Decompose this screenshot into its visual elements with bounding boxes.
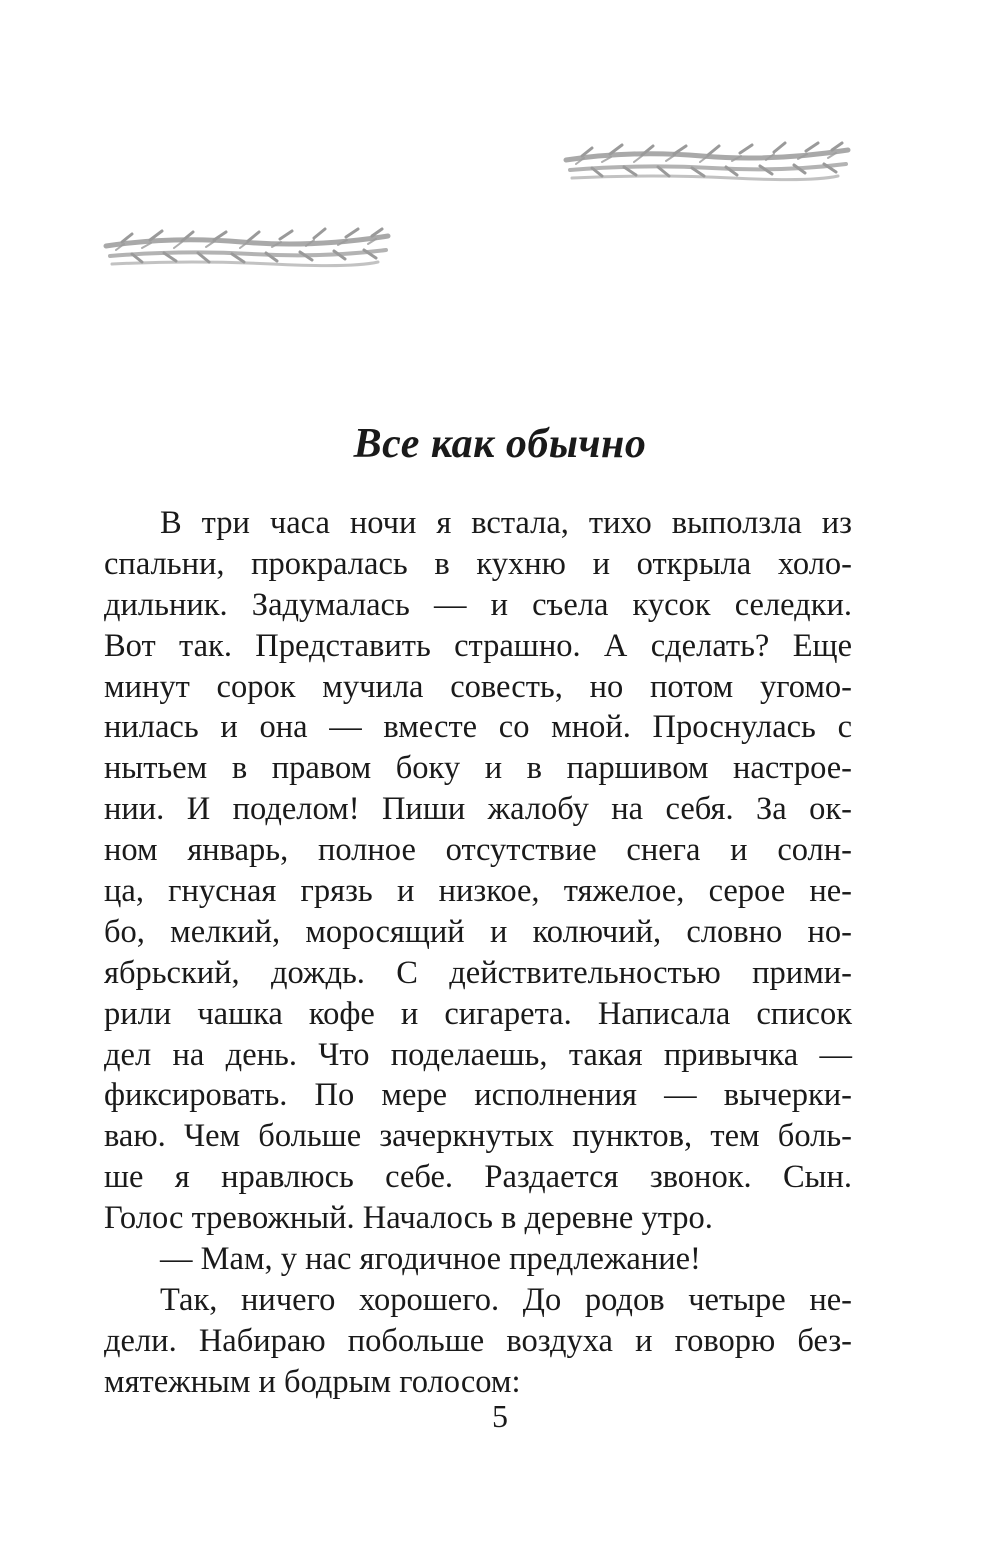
page-number: 5	[492, 1398, 508, 1434]
chapter-title: Все как обычно	[353, 421, 647, 467]
text-line: Так, ничего хорошего. До родов четыре не-	[160, 1281, 852, 1318]
text-line: В три часа ночи я встала, тихо выползла из	[160, 505, 852, 541]
text-line: ном январь, полное отсутствие снега и солн-	[104, 832, 852, 869]
text-line: фиксировать. По мере исполнения — вычерки-	[104, 1077, 852, 1114]
text-line: ваю. Чем больше зачеркнутых пунктов, тем боль-	[104, 1118, 852, 1155]
text-line: нии. И поделом! Пиши жалобу на себя. За ок-	[104, 791, 852, 828]
text-line: Голос тревожный. Началось в деревне утро.	[104, 1200, 713, 1237]
body-text	[104, 503, 852, 1403]
text-line: ше я нравлюсь себе. Раздается звонок. Сын.	[104, 1159, 852, 1196]
grass-ornament-icon	[102, 226, 392, 276]
text-line: нилась и она — вместе со мной. Проснулась с	[104, 709, 852, 746]
text-line: Вот так. Представить страшно. А сделать? Еще	[104, 627, 852, 664]
text-line: нытьем в правом боку и в паршивом настрое-	[104, 750, 852, 787]
grass-ornament-icon	[562, 140, 852, 190]
text-line: дели. Набираю побольше воздуха и говорю без-	[104, 1322, 852, 1359]
text-line: ябрьский, дождь. С действительностью прими-	[104, 954, 852, 991]
text-line: дел на день. Что поделаешь, такая привычка —	[104, 1036, 852, 1073]
text-line: дильник. Задумалась — и съела кусок селедки.	[104, 586, 852, 623]
text-line: мятежным и бодрым голосом:	[104, 1363, 521, 1400]
dialogue-line: — Мам, у нас ягодичное предлежание!	[160, 1241, 701, 1278]
text-line: рили чашка кофе и сигарета. Написала список	[104, 995, 852, 1032]
text-line: ца, гнусная грязь и низкое, тяжелое, серое не-	[104, 873, 852, 910]
text-line: минут сорок мучила совесть, но потом угомо-	[104, 668, 852, 705]
text-line: бо, мелкий, моросящий и колючий, словно но-	[104, 913, 852, 950]
text-line: спальни, прокралась в кухню и открыла холо-	[104, 545, 852, 582]
